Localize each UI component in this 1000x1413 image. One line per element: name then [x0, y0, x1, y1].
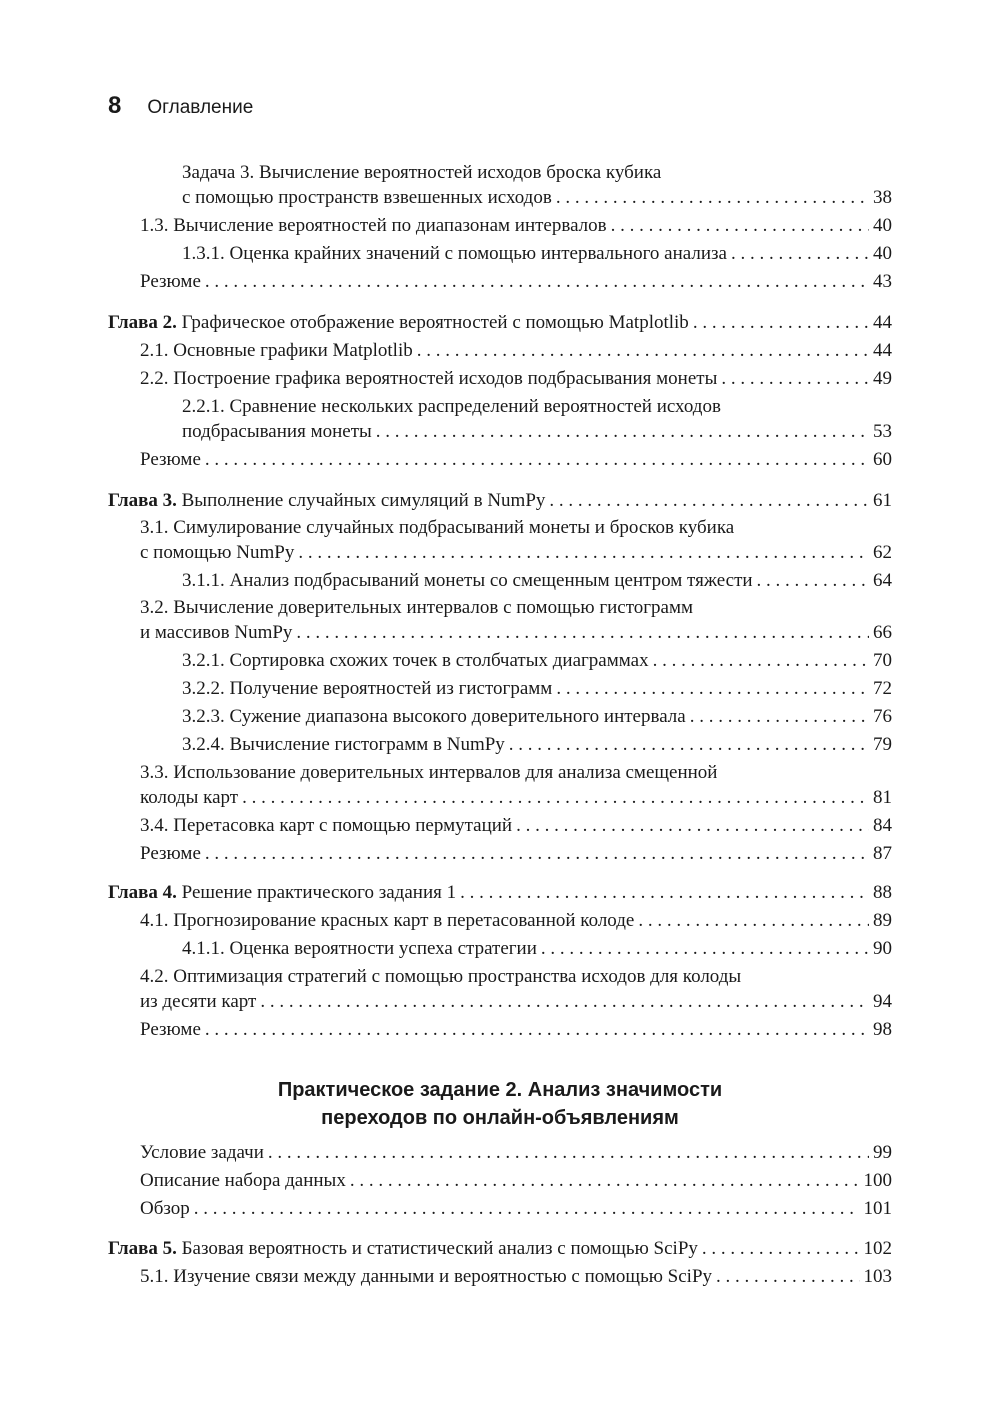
toc-entry [140, 1140, 892, 1166]
toc-entry [182, 568, 892, 594]
toc-entry [140, 1196, 892, 1222]
dot-leader [205, 447, 869, 473]
toc-page-number: 99 [873, 1142, 892, 1163]
running-title: Оглавление [147, 97, 254, 118]
toc-page-number: 60 [873, 449, 892, 470]
toc-entry-text: Задача 3. Вычисление вероятностей исходов броска кубика [182, 162, 662, 183]
toc-entry-text: 3.2. Вычисление доверительных интервалов с помощью гистограмм [140, 597, 694, 618]
toc-page-number: 81 [873, 787, 892, 808]
toc-entry-text: Базовая вероятность и статистический анализ с помощью SciPy [176, 1238, 698, 1259]
dot-leader [716, 1264, 859, 1290]
toc-page-number: 102 [863, 1238, 892, 1259]
dot-leader [549, 488, 869, 514]
toc-entry-text: Описание набора данных [140, 1170, 346, 1191]
toc-entry-text: 3.4. Перетасовка карт с помощью пермутаций [140, 815, 513, 836]
dot-leader [350, 1168, 860, 1194]
toc-entry [140, 540, 892, 566]
toc-entry-text: 5.1. Изучение связи между данными и вероятностью с помощью SciPy [140, 1266, 713, 1287]
toc-page-number: 94 [873, 991, 892, 1012]
toc-entry [140, 213, 892, 239]
dot-leader [205, 269, 869, 295]
toc-entry [182, 241, 892, 267]
dot-leader [417, 338, 869, 364]
toc-entry-text: 2.2. Построение графика вероятностей исходов подбрасывания монеты [140, 368, 718, 389]
toc-entry-text: 1.3.1. Оценка крайних значений с помощью интервального анализа [182, 243, 727, 264]
part-title: переходов по онлайн-объявлениям [321, 1107, 679, 1129]
toc-entry [140, 785, 892, 811]
toc-chapter-entry [108, 1236, 892, 1262]
dot-leader [268, 1140, 869, 1166]
toc-entry-text: 3.2.2. Получение вероятностей из гистограмм [182, 678, 553, 699]
toc-page-number: 76 [873, 706, 892, 727]
toc-page-number: 40 [873, 243, 892, 264]
dot-leader [376, 419, 869, 445]
toc-entry-text: колоды карт [140, 787, 239, 808]
chapter-label: Глава 3. [108, 490, 177, 511]
toc-chapter-entry [108, 488, 892, 514]
toc-chapter-entry [108, 880, 892, 906]
dot-leader [638, 908, 869, 934]
toc-entry [182, 676, 892, 702]
toc-page-number: 43 [873, 271, 892, 292]
toc-page-number: 100 [863, 1170, 892, 1191]
dot-leader [731, 241, 869, 267]
dot-leader [296, 620, 869, 646]
dot-leader [242, 785, 869, 811]
toc-entry-text: Выполнение случайных симуляций в NumPy [176, 490, 546, 511]
toc-page-number: 70 [873, 650, 892, 671]
dot-leader [556, 185, 869, 211]
chapter-label: Глава 5. [108, 1238, 177, 1259]
toc-page-number: 64 [873, 570, 892, 591]
chapter-label: Глава 2. [108, 312, 177, 333]
page-number: 8 [108, 92, 122, 119]
toc-entry-text: 2.2.1. Сравнение нескольких распределений вероятностей исходов [182, 396, 721, 417]
dot-leader [205, 841, 869, 867]
toc-entry [140, 1168, 892, 1194]
toc-entry [140, 908, 892, 934]
toc-entry-text: 4.2. Оптимизация стратегий с помощью пространства исходов для колоды [140, 966, 742, 987]
toc-entry-text: 3.1.1. Анализ подбрасываний монеты со смещенным центром тяжести [182, 570, 753, 591]
dot-leader [653, 648, 869, 674]
toc-entry-text: из десяти карт [140, 991, 257, 1012]
toc-page-number: 103 [863, 1266, 892, 1287]
toc-page-number: 72 [873, 678, 892, 699]
part-title: Практическое задание 2. Анализ значимости [277, 1079, 723, 1101]
toc-page-number: 44 [873, 312, 892, 333]
toc-entry-text: Резюме [140, 843, 201, 864]
toc-page-number: 61 [873, 490, 892, 511]
toc-entry [182, 185, 892, 211]
toc-entry-text: Решение практического задания 1 [176, 882, 457, 903]
toc-entry-text: 1.3. Вычисление вероятностей по диапазонам интервалов [140, 215, 607, 236]
toc-entry-text: с помощью NumPy [140, 542, 295, 563]
dot-leader [556, 676, 869, 702]
toc-entry-text: Резюме [140, 449, 201, 470]
toc-entry [140, 366, 892, 392]
toc-entry-text: подбрасывания монеты [182, 421, 372, 442]
dot-leader [702, 1236, 860, 1262]
toc-entry [140, 1264, 892, 1290]
dot-leader [260, 989, 869, 1015]
dot-leader [194, 1196, 860, 1222]
toc-chapter-entry [108, 310, 892, 336]
toc-entry [182, 704, 892, 730]
dot-leader [460, 880, 869, 906]
toc-page-number: 66 [873, 622, 892, 643]
toc-entry-text: Резюме [140, 1019, 201, 1040]
toc-entry-text: 3.3. Использование доверительных интервалов для анализа смещенной [140, 762, 718, 783]
toc-page-number: 62 [873, 542, 892, 563]
dot-leader [693, 310, 869, 336]
toc-entry-text: Графическое отображение вероятностей с помощью Matplotlib [176, 312, 689, 333]
toc-entry-text: 2.1. Основные графики Matplotlib [140, 340, 413, 361]
toc-entry [182, 732, 892, 758]
toc-page-number: 98 [873, 1019, 892, 1040]
toc-entry-text: Резюме [140, 271, 201, 292]
dot-leader [205, 1017, 869, 1043]
toc-page-number: 53 [873, 421, 892, 442]
toc-entry-text: и массивов NumPy [140, 622, 293, 643]
toc-entry-text: 3.2.3. Сужение диапазона высокого доверительного интервала [182, 706, 686, 727]
toc-page-number: 90 [873, 938, 892, 959]
dot-leader [298, 540, 869, 566]
page-header [108, 92, 253, 124]
toc-page-number: 101 [863, 1198, 892, 1219]
toc-entry [140, 813, 892, 839]
toc-page-number: 87 [873, 843, 892, 864]
toc-entry-text: Обзор [140, 1198, 190, 1219]
toc-entry-text: Условие задачи [140, 1142, 264, 1163]
dot-leader [611, 213, 869, 239]
toc-page-number: 49 [873, 368, 892, 389]
toc-entry [140, 989, 892, 1015]
toc-entry [140, 841, 892, 867]
toc-entry-text: 3.2.4. Вычисление гистограмм в NumPy [182, 734, 505, 755]
toc-entry [140, 1017, 892, 1043]
toc-page-number: 44 [873, 340, 892, 361]
toc-page-number: 38 [873, 187, 892, 208]
toc-page-number: 40 [873, 215, 892, 236]
toc-entry-text: 3.1. Симулирование случайных подбрасываний монеты и бросков кубика [140, 517, 735, 538]
toc-entry-text: 4.1.1. Оценка вероятности успеха стратегии [182, 938, 537, 959]
dot-leader [516, 813, 869, 839]
dot-leader [541, 936, 869, 962]
dot-leader [509, 732, 869, 758]
dot-leader [721, 366, 869, 392]
dot-leader [690, 704, 869, 730]
toc-entry-text: с помощью пространств взвешенных исходов [182, 187, 552, 208]
toc-entry [182, 419, 892, 445]
toc-page-number: 79 [873, 734, 892, 755]
toc-entry [140, 620, 892, 646]
toc-page-number: 89 [873, 910, 892, 931]
toc-page-number: 84 [873, 815, 892, 836]
toc-entry-text: 4.1. Прогнозирование красных карт в перетасованной колоде [140, 910, 635, 931]
toc-entry [140, 447, 892, 473]
toc-entry [182, 936, 892, 962]
toc-entry [140, 269, 892, 295]
toc-entry [182, 648, 892, 674]
toc-entry [140, 338, 892, 364]
toc-page-number: 88 [873, 882, 892, 903]
toc-entry-text: 3.2.1. Сортировка схожих точек в столбчатых диаграммах [182, 650, 649, 671]
dot-leader [757, 568, 869, 594]
chapter-label: Глава 4. [108, 882, 177, 903]
